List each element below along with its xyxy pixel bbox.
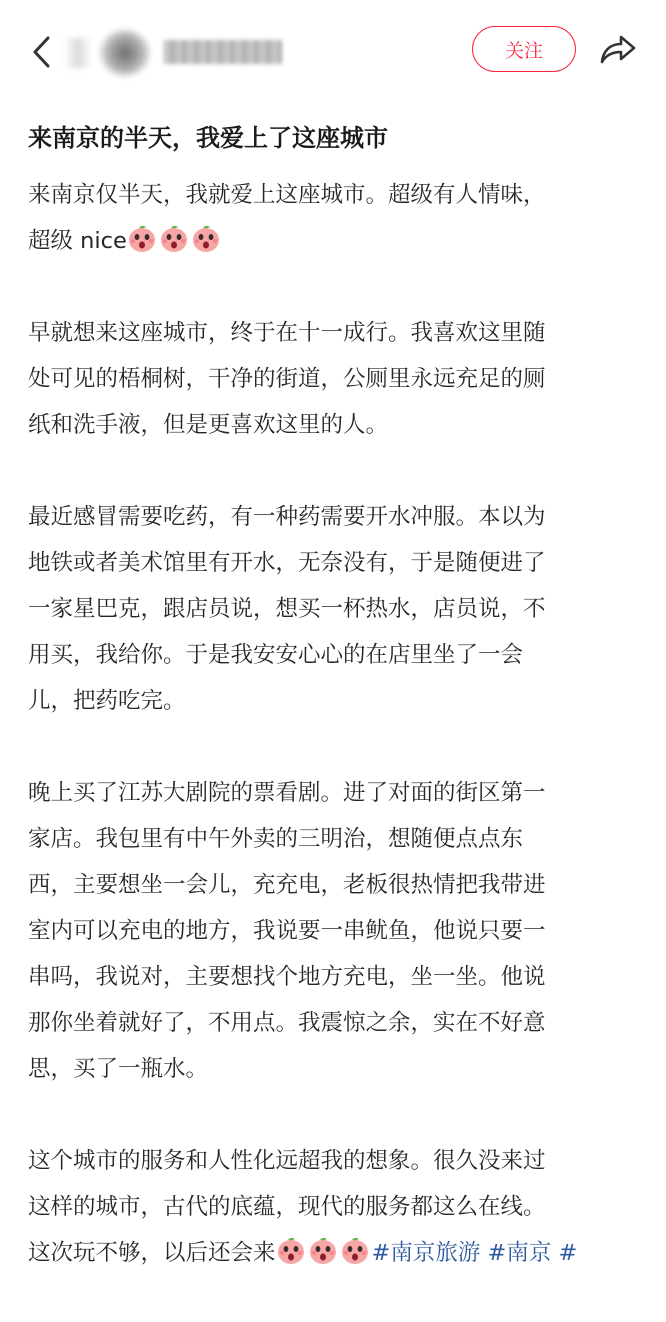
text-line: 地铁或者美术馆里有开水，无奈没有，于是随便进了: [28, 550, 546, 576]
scared-peach-emoji-icon: [127, 223, 157, 253]
text-line: [28, 218, 648, 264]
top-bar: [0, 0, 666, 100]
text-line: 最近感冒需要吃药，有一种药需要开水冲服。本以为: [28, 504, 546, 530]
share-arrow-icon: [599, 34, 637, 66]
paragraph-5: [28, 1138, 648, 1276]
scared-peach-emoji-icon: [340, 1235, 370, 1265]
text-line: 一家星巴克，跟店员说，想买一杯热水，店员说，不: [28, 596, 546, 622]
text-line: 那你坐着就好了，不用点。我震惊之余，实在不好意: [28, 1010, 546, 1036]
chevron-left-icon: [31, 35, 53, 69]
text-line-content: 这次玩不够，以后还会来: [28, 1240, 276, 1266]
text-line: 室内可以充电的地方，我说要一串鱿鱼，他说只要一: [28, 918, 546, 944]
share-button[interactable]: [596, 28, 640, 72]
hashtag-truncated[interactable]: #: [558, 1240, 578, 1266]
note-content: [28, 118, 648, 1322]
note-title: 来南京的半天，我爱上了这座城市: [28, 124, 388, 152]
text-line: 西，主要想坐一会儿，充充电，老板很热情把我带进: [28, 872, 546, 898]
paragraph-1: [28, 172, 648, 264]
paragraph-3: [28, 494, 648, 724]
scared-peach-emoji-icon: [276, 1235, 306, 1265]
text-line: 晚上买了江苏大剧院的票看剧。进了对面的街区第一: [28, 780, 546, 806]
paragraph-2: [28, 310, 648, 448]
text-line: 儿，把药吃完。: [28, 688, 186, 714]
text-line: 思，买了一瓶水。: [28, 1056, 209, 1082]
avatar[interactable]: [100, 30, 150, 76]
text-line: [28, 1230, 648, 1276]
scared-peach-emoji-icon: [159, 223, 189, 253]
back-button[interactable]: [22, 28, 62, 76]
text-line: 早就想来这座城市，终于在十一成行。我喜欢这里随: [28, 320, 546, 346]
blur-mask: [64, 38, 92, 68]
text-line-content: 超级 nice: [28, 228, 127, 254]
hashtag-nanjing-travel[interactable]: #南京旅游: [371, 1240, 481, 1266]
text-line: 处可见的梧桐树，干净的街道，公厕里永远充足的厕: [28, 366, 546, 392]
author-name-blurred: [164, 40, 282, 64]
follow-button[interactable]: 关注: [472, 26, 576, 72]
paragraph-4: [28, 770, 648, 1092]
scared-peach-emoji-icon: [308, 1235, 338, 1265]
hashtag-nanjing[interactable]: #南京: [487, 1240, 552, 1266]
text-line: 来南京仅半天，我就爱上这座城市。超级有人情味，: [28, 182, 546, 208]
text-line: 纸和洗手液，但是更喜欢这里的人。: [28, 412, 389, 438]
text-line: 家店。我包里有中午外卖的三明治，想随便点点东: [28, 826, 524, 852]
text-line: 这样的城市，古代的底蕴，现代的服务都这么在线。: [28, 1194, 546, 1220]
scared-peach-emoji-icon: [191, 223, 221, 253]
author-info-blurred[interactable]: [64, 30, 294, 76]
text-line: 这个城市的服务和人性化远超我的想象。很久没来过: [28, 1148, 546, 1174]
text-line: 用买，我给你。于是我安安心心的在店里坐了一会: [28, 642, 524, 668]
text-line: 串吗，我说对，主要想找个地方充电，坐一坐。他说: [28, 964, 546, 990]
